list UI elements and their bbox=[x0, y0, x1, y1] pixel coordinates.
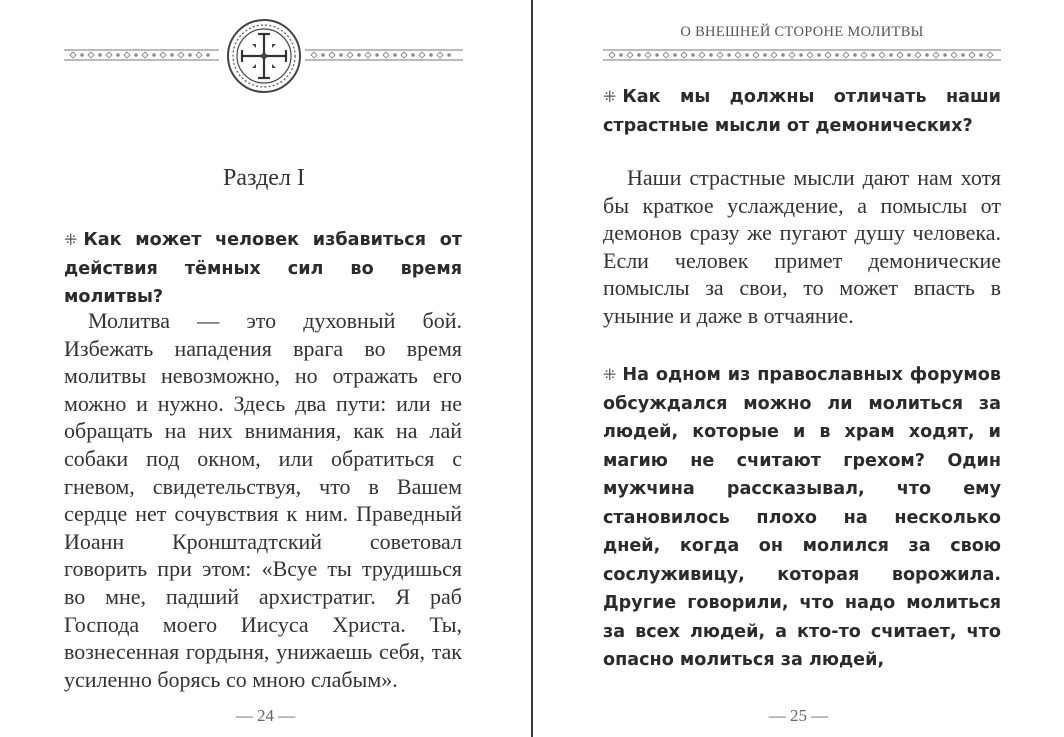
right-page bbox=[533, 0, 1064, 737]
answer-text: Молитва — это духовный бой. Избежать нападения врага во время молитвы невозможно, но отражать его можно и нужно. Здесь два пути: или не обращать на них внимания, как на лай собаки под окном, или обратиться с гневом, свидетельствуя, что в Вашем сердце нет сочувствия к ним. Праведный Иоанн Кронштадтский советовал говорить при этом: «Всуе ты трудишься во мне, падший архистратиг. Я раб Господа моего Иисуса Христа. Ты, вознесенная гордыня, унижаешь себя, так усиленно борясь со мною слабым». bbox=[64, 308, 462, 692]
question-heading-2 bbox=[603, 361, 1001, 675]
question-heading-1 bbox=[603, 83, 1001, 140]
question-text-1: Как мы должны отличать наши страстные мысли от демонических? bbox=[603, 87, 1001, 136]
ornament-rule-header bbox=[603, 48, 1001, 62]
question-marker-icon: ⁜ bbox=[64, 230, 78, 249]
answer-paragraph-1 bbox=[603, 164, 1001, 330]
ornament-rule-left bbox=[64, 48, 219, 62]
cross-medallion-icon bbox=[226, 18, 302, 94]
question-text: Как может человек избавиться от действия тёмных сил во время молитвы? bbox=[64, 230, 462, 307]
running-head: О ВНЕШНЕЙ СТОРОНЕ МОЛИТВЫ bbox=[680, 24, 924, 40]
ornament-rule-right bbox=[305, 48, 463, 62]
question-marker-icon: ⁜ bbox=[603, 365, 617, 384]
left-page bbox=[0, 0, 531, 737]
answer-text-1: Наши страстные мысли дают нам хотя бы краткое услаждение, а помыслы от демонов сразу же пугают душу человека. Если человек примет демонические помыслы за свои, то может впасть в уныние и даже в отчаяние. bbox=[603, 165, 1001, 328]
question-marker-icon: ⁜ bbox=[603, 87, 617, 106]
page-number: — 25 — bbox=[768, 706, 829, 725]
question-heading bbox=[64, 226, 462, 312]
section-title: Раздел I bbox=[223, 165, 305, 191]
answer-paragraph bbox=[64, 307, 462, 693]
question-text-2: На одном из православных форумов обсуждался можно ли молиться за людей, которые и в храм ходят, и магию не считают грехом? Один мужчина рассказывал, что ему становилось плохо на несколько дней, когда он молился за свою сослуживицу, которая ворожила. Другие говорили, что надо молиться за всех людей, а кто-то считает, что опасно молиться за людей, bbox=[603, 365, 1001, 670]
page-number: — 24 — bbox=[235, 706, 296, 725]
